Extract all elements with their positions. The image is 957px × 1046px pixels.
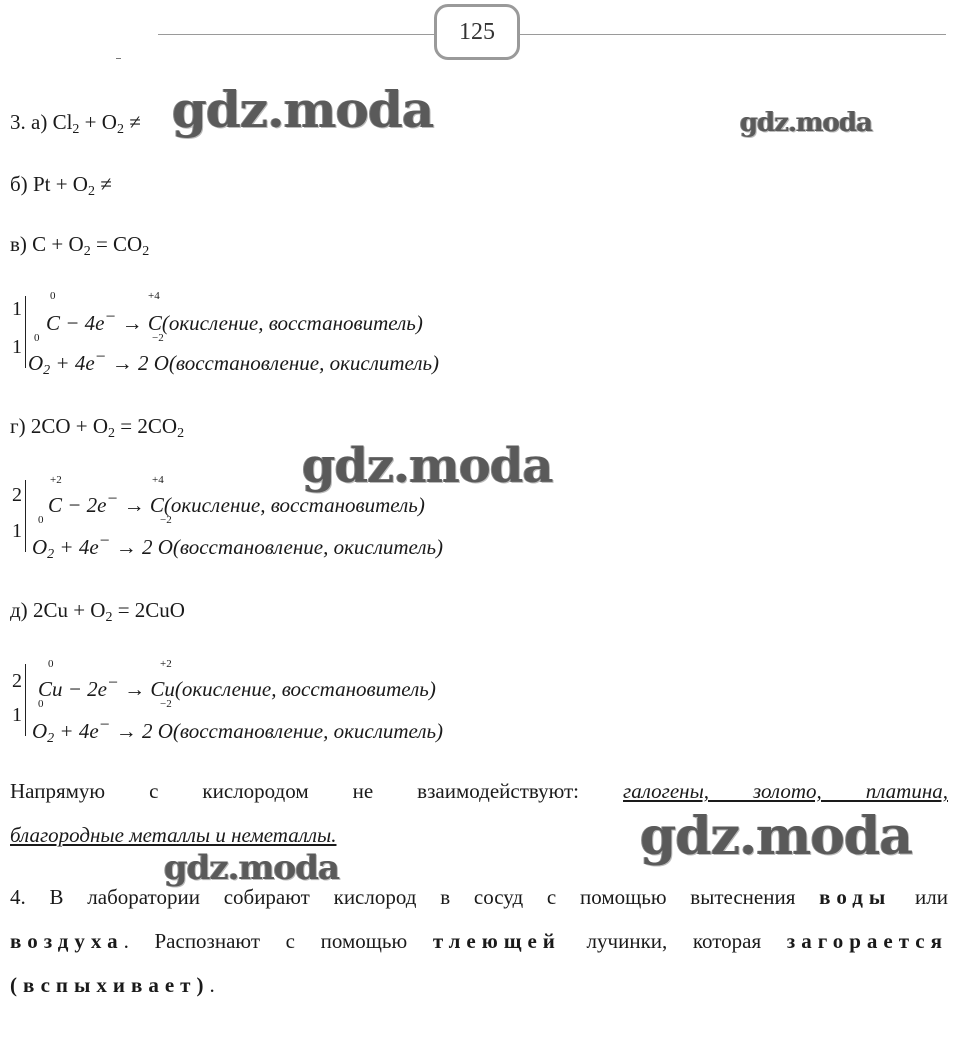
half-reaction-reduction: $O_2 + 4e^- \to 2$ O(восстановление, окислитель) — [32, 530, 444, 562]
page-number: 125 — [434, 4, 520, 60]
watermark-logo: gdz.moda — [164, 848, 340, 888]
watermark-logo: gdz.moda — [740, 108, 873, 138]
reaction-d: д) $2Cu + O_2 = 2CuO$ — [10, 598, 185, 625]
reaction-b: б) $Pt + O_2$ ≠ — [10, 172, 112, 199]
reaction-a: 3. а) $Cl_2 + O_2$ ≠ — [10, 110, 141, 137]
half-reaction-reduction: $O_2 + 4e^- \to 2$ O(восстановление, окислитель) — [28, 346, 440, 378]
task4-line-3: (вспыхивает). — [10, 973, 215, 997]
watermark-logo: gdz.moda — [172, 80, 434, 139]
watermark-logo: gdz.moda — [302, 438, 553, 494]
task4-line-1: 4. В лаборатории собирают кислород в сосуд с помощью вытеснения воды или — [10, 885, 948, 909]
watermark-logo: gdz.moda — [640, 806, 913, 867]
conclusion-line-1: Напрямую с кислородом не взаимодействуют: галогены, золото, платина, — [10, 779, 949, 803]
header-rule-left — [158, 34, 434, 35]
conclusion-line-2: благородные металлы и неметаллы. — [10, 823, 337, 847]
header-rule-right — [520, 34, 946, 35]
reaction-v: в) $C + O_2 = CO_2$ — [10, 232, 150, 259]
stray-mark — [116, 58, 121, 59]
half-reaction-oxidation: C − 2e− → C(окисление, восстановитель) — [48, 488, 425, 517]
task4-line-2: воздуха. Распознают с помощью тлеющей лучинки, которая загорается — [10, 929, 948, 953]
half-reaction-oxidation: Cu − 2e− → Cu(окисление, восстановитель) — [38, 672, 436, 701]
reaction-g: г) $2CO + O_2 = 2CO_2$ — [10, 414, 185, 441]
half-reaction-reduction: $O_2 + 4e^- \to 2$ O(восстановление, окислитель) — [32, 714, 444, 746]
half-reaction-oxidation: C − 4e− → C(окисление, восстановитель) — [46, 306, 423, 335]
